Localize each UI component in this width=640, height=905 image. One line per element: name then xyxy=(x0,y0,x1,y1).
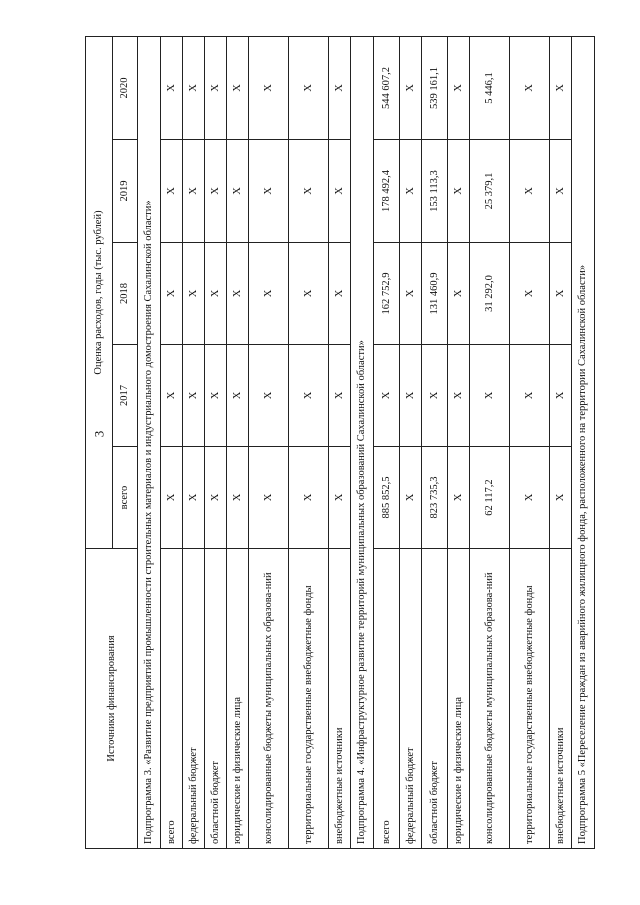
estimate-group-header: Оценка расходов, годы (тыс. рублей) xyxy=(86,37,113,549)
table-row xyxy=(448,37,470,849)
cell-value: Х xyxy=(205,447,227,549)
cell-value: Х xyxy=(161,243,183,345)
cell-value: Х xyxy=(227,447,249,549)
table-row xyxy=(470,37,510,849)
cell-value: Х xyxy=(329,243,351,345)
cell-value: Х xyxy=(161,345,183,447)
table-row xyxy=(183,37,205,849)
row-label: федеральный бюджет xyxy=(183,549,205,849)
row-label: внебюджетные источники xyxy=(550,549,572,849)
cell-value: Х xyxy=(249,243,289,345)
cell-value: Х xyxy=(448,243,470,345)
cell-value: 539 161,1 xyxy=(422,37,448,140)
row-label: внебюджетные источники xyxy=(329,549,351,849)
cell-value: Х xyxy=(249,37,289,140)
cell-value: Х xyxy=(205,345,227,447)
cell-value: Х xyxy=(205,243,227,345)
cell-value: Х xyxy=(510,447,550,549)
cell-value: Х xyxy=(183,243,205,345)
cell-value: Х xyxy=(289,447,329,549)
cell-value: 62 117,2 xyxy=(470,447,510,549)
row-label: консолидированные бюджеты муниципальных образова-ний xyxy=(249,549,289,849)
cell-value: Х xyxy=(329,447,351,549)
table-row xyxy=(249,37,289,849)
cell-value: Х xyxy=(510,345,550,447)
cell-value: Х xyxy=(289,37,329,140)
col-2018-header: 2018 xyxy=(113,243,138,345)
cell-value: Х xyxy=(183,447,205,549)
cell-value: Х xyxy=(161,140,183,243)
cell-value: 544 607,2 xyxy=(374,37,400,140)
cell-value: Х xyxy=(329,140,351,243)
cell-value: Х xyxy=(400,37,422,140)
col-2019-header: 2019 xyxy=(113,140,138,243)
cell-value: Х xyxy=(227,37,249,140)
cell-value: Х xyxy=(329,37,351,140)
cell-value: Х xyxy=(227,243,249,345)
cell-value: 5 446,1 xyxy=(470,37,510,140)
cell-value: Х xyxy=(400,447,422,549)
table-row xyxy=(161,37,183,849)
cell-value: 178 492,4 xyxy=(374,140,400,243)
cell-value: Х xyxy=(422,345,448,447)
source-column-header: Источники финансирования xyxy=(86,549,138,849)
row-label: всего xyxy=(374,549,400,849)
financing-table xyxy=(85,36,595,849)
col-total-header: всего xyxy=(113,447,138,549)
col-2017-header: 2017 xyxy=(113,345,138,447)
cell-value: Х xyxy=(510,243,550,345)
cell-value: Х xyxy=(227,345,249,447)
table-row xyxy=(550,37,572,849)
row-label: областной бюджет xyxy=(205,549,227,849)
row-label: юридические и физические лица xyxy=(448,549,470,849)
cell-value: Х xyxy=(400,140,422,243)
cell-value: Х xyxy=(448,447,470,549)
page-number: 3 xyxy=(91,430,107,438)
cell-value: Х xyxy=(329,345,351,447)
cell-value: Х xyxy=(161,37,183,140)
table-row xyxy=(422,37,448,849)
table-row xyxy=(510,37,550,849)
table-row xyxy=(289,37,329,849)
cell-value: Х xyxy=(448,140,470,243)
section-title-sub5: Подпрограмма 5 «Переселение граждан из аварийного жилищного фонда, расположенного на территории Сахалинской области» xyxy=(572,37,595,849)
cell-value: Х xyxy=(249,447,289,549)
cell-value: Х xyxy=(183,345,205,447)
cell-value: Х xyxy=(400,345,422,447)
cell-value: Х xyxy=(289,140,329,243)
cell-value: Х xyxy=(289,345,329,447)
cell-value: Х xyxy=(510,140,550,243)
cell-value: 153 113,3 xyxy=(422,140,448,243)
row-label: областной бюджет xyxy=(422,549,448,849)
cell-value: Х xyxy=(448,345,470,447)
cell-value: 162 752,9 xyxy=(374,243,400,345)
row-label: территориальные государственные внебюджетные фонды xyxy=(289,549,329,849)
cell-value: Х xyxy=(550,447,572,549)
table-row xyxy=(400,37,422,849)
cell-value: Х xyxy=(183,140,205,243)
row-label: юридические и физические лица xyxy=(227,549,249,849)
cell-value: Х xyxy=(249,345,289,447)
table-row xyxy=(205,37,227,849)
cell-value: Х xyxy=(161,447,183,549)
cell-value: Х xyxy=(249,140,289,243)
cell-value: Х xyxy=(374,345,400,447)
cell-value: 25 379,1 xyxy=(470,140,510,243)
cell-value: Х xyxy=(400,243,422,345)
cell-value: Х xyxy=(510,37,550,140)
cell-value: Х xyxy=(550,140,572,243)
table-row xyxy=(329,37,351,849)
cell-value: Х xyxy=(227,140,249,243)
cell-value: Х xyxy=(205,37,227,140)
table-row xyxy=(227,37,249,849)
table-row xyxy=(374,37,400,849)
cell-value: 31 292,0 xyxy=(470,243,510,345)
cell-value: 131 460,9 xyxy=(422,243,448,345)
cell-value: Х xyxy=(183,37,205,140)
cell-value: Х xyxy=(448,37,470,140)
row-label: территориальные государственные внебюджетные фонды xyxy=(510,549,550,849)
col-2020-header: 2020 xyxy=(113,37,138,140)
cell-value: 823 735,3 xyxy=(422,447,448,549)
row-label: всего xyxy=(161,549,183,849)
row-label: федеральный бюджет xyxy=(400,549,422,849)
section-title-sub4: Подпрограмма 4. «Инфраструктурное развитие территорий муниципальных образований Сахалинской области» xyxy=(351,37,374,849)
row-label: консолидированные бюджеты муниципальных образова-ний xyxy=(470,549,510,849)
cell-value: Х xyxy=(550,345,572,447)
financing-table-wrapper xyxy=(85,37,588,849)
cell-value: 885 852,5 xyxy=(374,447,400,549)
cell-value: Х xyxy=(289,243,329,345)
cell-value: Х xyxy=(550,37,572,140)
cell-value: Х xyxy=(550,243,572,345)
cell-value: Х xyxy=(470,345,510,447)
cell-value: Х xyxy=(205,140,227,243)
section-title-sub3: Подпрограмма 3. «Развитие предприятий промышленности строительных материалов и индустриального домостроения Сахалинской области» xyxy=(138,37,161,849)
